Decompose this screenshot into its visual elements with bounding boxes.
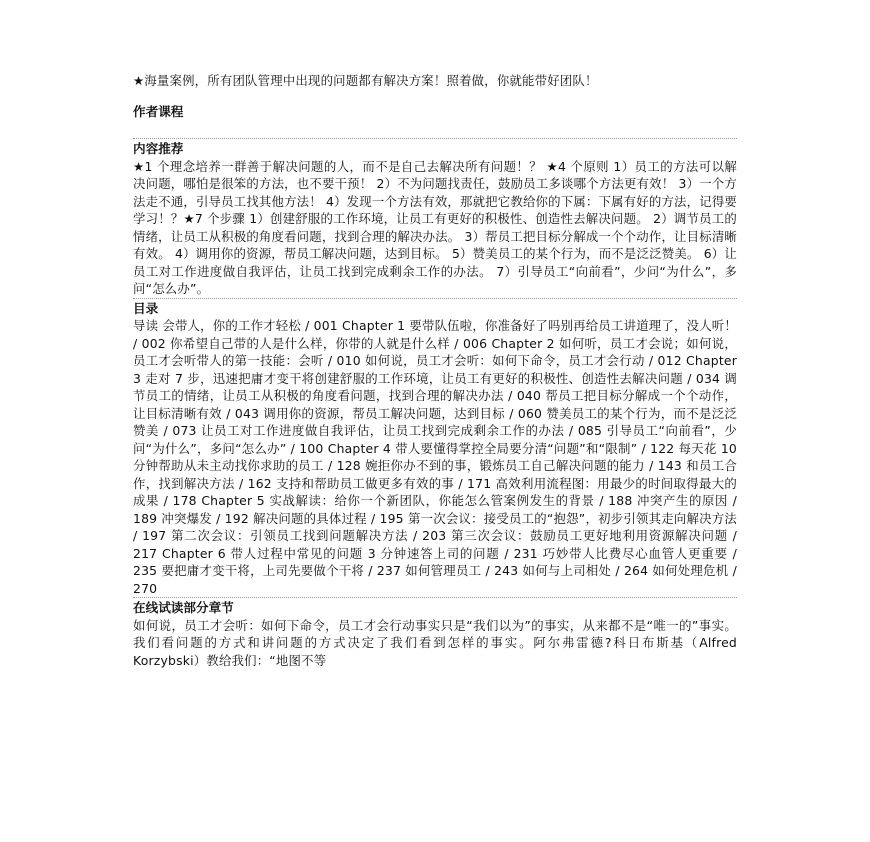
recommend-text: ★1 个理念培养一群善于解决问题的人，而不是自己去解决所有问题！？ ★4 个原则 1）员工的方法可以解决问题，哪怕是很笨的方法，也不要干预！ 2）不为问题找责任，鼓励员工多谈哪个方法更有效！ 3）一个方法走不通，引导员工找其他方法！ 4）发现一个方法有效，那就把它教给你的下属：下属有好的方法，记得要学习！？★7 个步骤 1）创建舒服的工作环境，让员工有更好的积极性、创造性去解决问题。 2）调节员工的情绪，让员工从积极的角度看问题，找到合理的解决办法。 3）帮员工把目标分解成一个个动作，让目标清晰有效。 4）调用你的资源，帮员工解决问题，达到目标。 5）赞美员工的某个行为，而不是泛泛赞美。 6）让员工对工作进度做自我评估，让员工找到完成剩余工作的办法。 7）引导员工“向前看”，少问“为什么”，多问“怎么办”。: [133, 158, 737, 296]
excerpt-heading: 在线试读部分章节: [133, 597, 737, 617]
recommend-section: [133, 138, 737, 298]
excerpt-text: 如何说，员工才会听：如何下命令，员工才会行动事实只是“我们以为”的事实，从来都不是“唯一的”事实。我们看问题的方式和讲问题的方式决定了我们看到怎样的事实。阿尔弗雷德?科日布斯基（Alfred Korzybski）教给我们：“地图不等: [133, 617, 737, 668]
document-page: [133, 72, 737, 669]
author-heading: 作者课程: [133, 103, 184, 119]
toc-text: 导读 会带人，你的工作才轻松 / 001 Chapter 1 要带队伍啦，你准备好了吗别再给员工讲道理了，没人听！ / 002 你希望自己带的人是什么样，你带的人就是什么样 / 006 Chapter 2 如何听，员工才会说；如何说，员工才会听带人的第一技能：会听 / 010 如何说，员工才会听：如何下命令，员工才会行动 / 012 Chapter 3 走对 7 步，迅速把庸才变干将创建舒服的工作环境，让员工有更好的积极性、创造性去解决问题 / 034 调节员工的情绪，让员工从积极的角度看问题，找到合理的解决办法 / 040 帮员工把目标分解成一个个动作，让目标清晰有效 / 043 调用你的资源，帮员工解决问题，达到目标 / 060 赞美员工的某个行为，而不是泛泛赞美 / 073 让员工对工作进度做自我评估，让员工找到完成剩余工作的办法 / 085 引导员工“向前看”，少问“为什么”，多问“怎么办” / 100 Chapter 4 带人要懂得掌控全局要分清“问题”和“限制” / 122 每天花 10 分钟帮助从未主动找你求助的员工 / 128 婉拒你办不到的事，锻炼员工自己解决问题的能力 / 143 和员工合作，找到解决方法 / 162 支持和帮助员工做更多有效的事 / 171 高效利用流程图：用最少的时间取得最大的成果 / 178 Chapter 5 实战解读：给你一个新团队，你能怎么管案例发生的背景 / 188 冲突产生的原因 / 189 冲突爆发 / 192 解决问题的具体过程 / 195 第一次会议：接受员工的“抱怨”，初步引领其走向解决方法 / 197 第二次会议：引领员工找到问题解决方法 / 203 第三次会议：鼓励员工更好地利用资源解决问题 / 217 Chapter 6 带人过程中常见的问题 3 分钟速答上司的问题 / 231 巧妙带人比费尽心血管人更重要 / 235 要把庸才变干将，上司先要做个干将 / 237 如何管理员工 / 243 如何与上司相处 / 264 如何处理危机 / 270: [133, 318, 737, 596]
toc-heading: 目录: [133, 298, 737, 318]
intro-paragraph: ★海量案例，所有团队管理中出现的问题都有解决方案！照着做，你就能带好团队！: [133, 73, 598, 88]
recommend-heading: 内容推荐: [133, 138, 737, 158]
toc-section: [133, 298, 737, 598]
excerpt-section: [133, 597, 737, 669]
